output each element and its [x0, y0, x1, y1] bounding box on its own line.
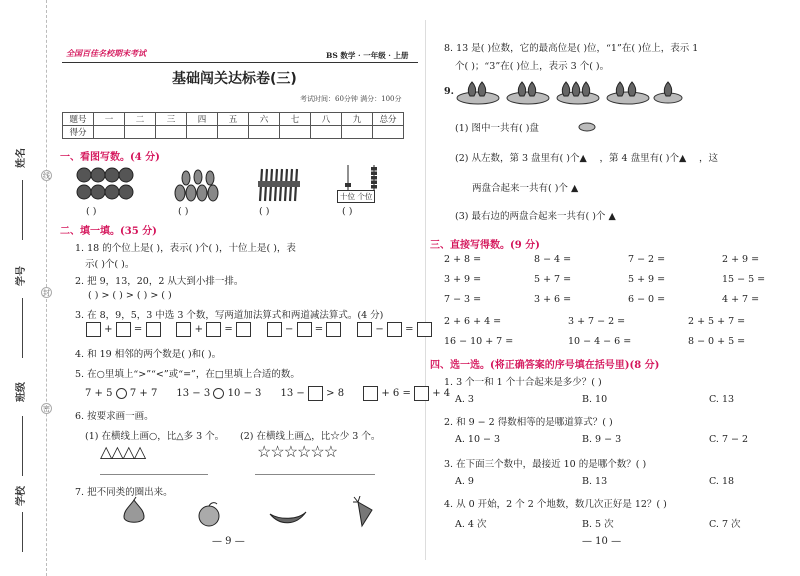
- score-header-cell: 五: [218, 113, 249, 126]
- question-6-part-2: (2) 在横线上画△，比☆少 3 个。: [240, 431, 381, 442]
- id-label: 学号: [16, 266, 27, 286]
- name-line: [22, 180, 23, 240]
- compare-right: 7 + 7: [129, 388, 158, 399]
- answer-blank[interactable]: ( ): [259, 206, 270, 217]
- calc-item: 15 − 5 =: [722, 274, 766, 285]
- calc-item: 6 − 0 =: [628, 294, 666, 305]
- score-cell[interactable]: [94, 126, 125, 139]
- compare-circle[interactable]: [116, 388, 127, 399]
- question-2-blanks[interactable]: ( ) > ( ) > ( ) > ( ): [88, 290, 172, 301]
- compare-left: 13 − 3: [176, 388, 211, 399]
- fill-right: > 8: [326, 388, 345, 399]
- seal-mark-line: 线: [43, 172, 50, 180]
- choice-option[interactable]: A. 10 − 3: [455, 434, 501, 445]
- answer-box[interactable]: [363, 386, 378, 401]
- score-header-cell: 总分: [373, 113, 404, 126]
- fill-left: 13 −: [280, 388, 305, 399]
- question-8-cont: 个( )；“3”在( )位上，表示 3 个( )。: [455, 61, 610, 72]
- question-5: 5. 在○里填上“>”“<”或“=”，在□里填上合适的数。: [75, 369, 300, 380]
- question-9-part-2-sum: [472, 180, 578, 194]
- book-info: BS 数学 · 一年级 · 上册: [326, 51, 409, 60]
- exam-badge: 全国百佳名校期末考试: [66, 48, 146, 58]
- question-3: 3. 在 8，9，5，3 中选 3 个数，写两道加法算式和两道减法算式。(4 分): [75, 310, 384, 321]
- abacus-ones-label: 个位: [357, 192, 373, 201]
- score-cell[interactable]: [187, 126, 218, 139]
- answer-box[interactable]: [297, 322, 312, 337]
- draw-line[interactable]: [100, 474, 208, 475]
- score-header-row: [63, 113, 404, 126]
- fruit-icon: ▲: [679, 153, 687, 164]
- question-2: 2. 把 9，13，20，2 从大到小排一排。: [75, 276, 244, 287]
- plates-picture: [456, 76, 684, 106]
- fruit-icon: ▲: [605, 211, 616, 222]
- answer-box[interactable]: [308, 386, 323, 401]
- plate-icon: [578, 118, 596, 132]
- balls-picture: [74, 165, 134, 203]
- fill-right: + 4: [432, 388, 451, 399]
- question-1: 1. 18 的个位上是( )，表示( )个( )，十位上是( )，表: [75, 243, 296, 254]
- question-6: 6. 按要求画一画。: [75, 411, 154, 422]
- section-1-title: 一、看图写数。(4 分): [60, 152, 160, 163]
- banana-picture: [268, 506, 308, 526]
- class-line: [22, 416, 23, 476]
- question-1-cont: 示( )个( )。: [85, 259, 135, 270]
- calc-item: 3 + 7 − 2 =: [568, 316, 626, 327]
- choice-option[interactable]: C. 7 次: [709, 519, 741, 530]
- choice-option[interactable]: B. 13: [582, 476, 608, 487]
- compare-row: [85, 386, 450, 401]
- choice-options: [455, 476, 734, 487]
- choice-option[interactable]: B. 5 次: [582, 519, 614, 530]
- question-9-sum-text: 两盘合起来一共有( )个: [472, 183, 568, 194]
- calc-row: [444, 274, 765, 285]
- abacus-tens-label: 十位: [340, 192, 355, 201]
- answer-box[interactable]: [267, 322, 282, 337]
- choice-option[interactable]: A. 4 次: [455, 519, 487, 530]
- calc-item: 7 − 2 =: [628, 254, 666, 265]
- choice-options: [455, 434, 748, 445]
- seal-mark-secret: 密: [43, 405, 50, 413]
- choice-option[interactable]: C. 7 − 2: [709, 434, 749, 445]
- binding-strip: [0, 0, 58, 576]
- score-header-cell: 九: [342, 113, 373, 126]
- question-9-part-3-text: (3) 最右边的两盘合起来一共有( )个: [455, 211, 606, 222]
- score-table: [62, 112, 404, 139]
- calc-item: 4 + 7 =: [722, 294, 760, 305]
- calc-item: 5 + 7 =: [534, 274, 572, 285]
- question-7: 7. 把不同类的圈出来。: [75, 487, 173, 498]
- question-9-part-2-text: (2) 从左数，第 3 盘里有( )个: [455, 153, 580, 164]
- calc-row: [444, 294, 759, 305]
- choice-options: [455, 516, 741, 530]
- question-4: 4. 和 19 相邻的两个数是( )和( )。: [75, 349, 222, 360]
- score-cell[interactable]: [218, 126, 249, 139]
- question-9-part-1: (1) 图中一共有( )盘: [455, 123, 539, 134]
- abacus-base: [337, 190, 375, 203]
- calc-row: [444, 316, 745, 327]
- apple-picture: [195, 500, 223, 528]
- score-cell[interactable]: [311, 126, 342, 139]
- calc-item: 3 + 9 =: [444, 274, 482, 285]
- name-label: 姓名: [16, 148, 27, 168]
- score-cell[interactable]: [373, 126, 404, 139]
- id-line: [22, 298, 23, 358]
- score-cell[interactable]: [156, 126, 187, 139]
- choice-option[interactable]: C. 13: [709, 394, 735, 405]
- score-header-cell: 题号: [63, 113, 94, 126]
- choice-options: [455, 394, 734, 405]
- calc-row: [444, 254, 759, 265]
- calc-item: 5 + 9 =: [628, 274, 666, 285]
- question-9-label: 9.: [444, 86, 454, 97]
- fruit-icon: ▲: [579, 153, 587, 164]
- score-row-label: 得分: [63, 126, 94, 139]
- answer-box[interactable]: [387, 322, 402, 337]
- sticks-bundle-picture: [256, 165, 302, 205]
- pear-picture: [118, 496, 150, 528]
- calc-item: 10 − 4 − 6 =: [568, 336, 632, 347]
- school-label: 学校: [16, 486, 27, 506]
- page-number-right: — 10 —: [582, 536, 622, 547]
- score-header-cell: 六: [249, 113, 280, 126]
- compare-circle[interactable]: [213, 388, 224, 399]
- answer-box[interactable]: [146, 322, 161, 337]
- score-cell[interactable]: [280, 126, 311, 139]
- question-8: 8. 13 是( )位数，它的最高位是( )位，“1”在( )位上，表示 1: [444, 43, 699, 54]
- calc-row: [444, 336, 745, 347]
- question-9-part-3: [455, 208, 616, 222]
- seal-mark-seal: 封: [43, 289, 50, 297]
- choice-option[interactable]: A. 9: [455, 476, 474, 487]
- calc-item: 16 − 10 + 7 =: [444, 336, 514, 347]
- calc-item: 2 + 5 + 7 =: [688, 316, 746, 327]
- time-info: 考试时间：60分钟 满分：100分: [300, 95, 402, 103]
- section-4-title: 四、选一选。(将正确答案的序号填在括号里)(8 分): [430, 360, 660, 371]
- answer-box[interactable]: [326, 322, 341, 337]
- answer-box[interactable]: [176, 322, 191, 337]
- fill-mid: + 6 =: [381, 388, 411, 399]
- answer-blank[interactable]: ( ): [86, 206, 97, 217]
- abacus-picture: [336, 165, 386, 193]
- answer-box[interactable]: [414, 386, 429, 401]
- calc-item: 3 + 6 =: [534, 294, 572, 305]
- score-cell[interactable]: [342, 126, 373, 139]
- calc-item: 2 + 6 + 4 =: [444, 316, 502, 327]
- question-9-part-2-text-c: ，这: [699, 153, 719, 164]
- choice-option[interactable]: B. 10: [582, 394, 608, 405]
- answer-box[interactable]: [206, 322, 221, 337]
- score-header-cell: 七: [280, 113, 311, 126]
- school-line: [22, 512, 23, 552]
- draw-line[interactable]: [255, 474, 375, 475]
- score-header-cell: 八: [311, 113, 342, 126]
- answer-box[interactable]: [236, 322, 251, 337]
- score-header-cell: 二: [125, 113, 156, 126]
- stars-row: ☆☆☆☆☆☆: [257, 442, 338, 461]
- score-header-cell: 三: [156, 113, 187, 126]
- choice-question: 4. 从 0 开始，2 个 2 个地数，数几次正好是 12？( ): [444, 499, 667, 510]
- answer-box[interactable]: [86, 322, 101, 337]
- calc-item: 8 − 0 + 5 =: [688, 336, 746, 347]
- equation-boxes: + = + = − = − =: [86, 322, 432, 337]
- calc-item: 2 + 8 =: [444, 254, 482, 265]
- calc-item: 8 − 4 =: [534, 254, 572, 265]
- score-header-cell: 四: [187, 113, 218, 126]
- question-9-part-2: [455, 150, 718, 164]
- calc-item: 2 + 9 =: [722, 254, 760, 265]
- answer-blank[interactable]: ( ): [178, 206, 189, 217]
- triangles-row: △△△△: [100, 442, 146, 461]
- choice-option[interactable]: B. 9 − 3: [582, 434, 622, 445]
- score-header-cell: 一: [94, 113, 125, 126]
- answer-blank[interactable]: ( ): [342, 206, 353, 217]
- page-title: 基础闯关达标卷(三): [172, 71, 297, 87]
- answer-box[interactable]: [116, 322, 131, 337]
- class-label: 班级: [16, 382, 27, 402]
- score-cell[interactable]: [249, 126, 280, 139]
- bowling-pins-picture: [172, 165, 228, 203]
- header-rule: [62, 62, 418, 63]
- compare-left: 7 + 5: [85, 388, 113, 399]
- carrot-picture: [352, 496, 378, 528]
- section-3-title: 三、直接写得数。(9 分): [430, 240, 540, 251]
- score-cell[interactable]: [125, 126, 156, 139]
- calc-item: 7 − 3 =: [444, 294, 482, 305]
- choice-question: 2. 和 9 − 2 得数相等的是哪道算式？( ): [444, 417, 613, 428]
- answer-box[interactable]: [417, 322, 432, 337]
- page-divider: [425, 20, 426, 560]
- section-2-title: 二、填一填。(35 分): [60, 226, 157, 237]
- choice-question: 3. 在下面三个数中，最接近 10 的是哪个数？( ): [444, 459, 647, 470]
- choice-option[interactable]: A. 3: [455, 394, 474, 405]
- answer-box[interactable]: [357, 322, 372, 337]
- choice-option[interactable]: C. 18: [709, 476, 735, 487]
- page-number-left: — 9 —: [212, 536, 245, 547]
- choice-question: 1. 3 个一和 1 个十合起来是多少？( ): [444, 377, 602, 388]
- compare-right: 10 − 3: [227, 388, 262, 399]
- question-9-part-2-text-b: ，第 4 盘里有( )个: [599, 153, 680, 164]
- score-row: [63, 126, 404, 139]
- question-6-part-1: (1) 在横线上画○，比△多 3 个。: [85, 431, 225, 442]
- fruit-icon: ▲: [567, 183, 579, 194]
